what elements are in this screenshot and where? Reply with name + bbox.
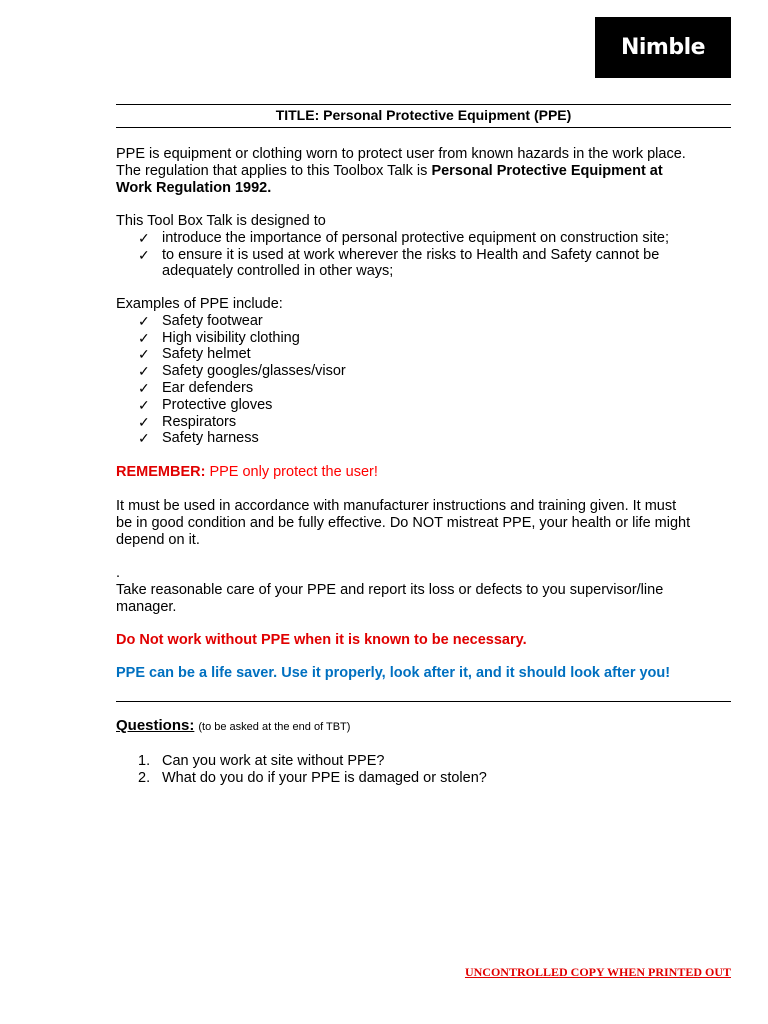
warning-text: Do Not work without PPE when it is known to be necessary. [116, 632, 527, 648]
checkmark-icon: ✓ [138, 413, 150, 430]
checkmark-icon: ✓ [138, 430, 150, 447]
title-top-rule [116, 104, 731, 105]
uncontrolled-copy-footer: UNCONTROLLED COPY WHEN PRINTED OUT [464, 965, 731, 979]
page-title: TITLE: Personal Protective Equipment (PPE) [275, 107, 572, 123]
questions-heading-line [116, 718, 731, 736]
checkmark-icon: ✓ [138, 363, 150, 380]
examples-section [116, 296, 731, 447]
stray-dot: . [116, 565, 121, 581]
examples-heading: Examples of PPE include: [116, 296, 283, 312]
checkmark-icon: ✓ [138, 246, 150, 263]
checkmark-icon: ✓ [138, 312, 150, 329]
logo-text: Nimble [620, 35, 706, 60]
list-item-text: Respirators [162, 413, 237, 430]
design-list [116, 230, 731, 280]
life-saver-text: PPE can be a life saver. Use it properly, look after it, and it should look after you! [116, 665, 671, 681]
questions-section [116, 718, 731, 736]
list-item-text: introduce the importance of personal protective equipment on construction site; [162, 229, 669, 246]
list-item [116, 414, 731, 431]
question-number: 1. [138, 753, 151, 769]
questions-list-block [116, 753, 731, 787]
intro-line-1: PPE is equipment or clothing worn to protect user from known hazards in the work place. [116, 146, 686, 162]
usage-line-3: depend on it. [116, 531, 200, 548]
list-item-text: Safety harness [162, 430, 259, 447]
examples-list [116, 313, 731, 447]
list-item-text: Ear defenders [162, 379, 254, 396]
title-bottom-rule [116, 127, 731, 128]
remember-text: PPE only protect the user! [205, 464, 378, 480]
intro-line-3 [116, 180, 731, 197]
list-item-text: Safety googles/glasses/visor [162, 363, 346, 380]
question-number: 2. [138, 769, 151, 786]
list-item-text: High visibility clothing [162, 329, 300, 346]
questions-heading: Questions: [116, 717, 195, 734]
list-item [116, 363, 731, 380]
list-item [116, 247, 731, 264]
question-text: Can you work at site without PPE? [162, 753, 385, 769]
section-divider [116, 701, 731, 702]
design-section [116, 213, 731, 280]
list-item [116, 346, 731, 363]
care-line-1: Take reasonable care of your PPE and report its loss or defects to you supervisor/line [116, 581, 664, 598]
list-item [116, 397, 731, 414]
regulation-name-part-2: Work Regulation 1992. [116, 179, 272, 196]
checkmark-icon: ✓ [138, 396, 150, 413]
usage-line-2: be in good condition and be fully effective. Do NOT mistreat PPE, your health or life might [116, 514, 691, 531]
list-item [116, 330, 731, 347]
list-item-continuation [116, 263, 731, 280]
questions-note: (to be asked at the end of TBT) [198, 721, 351, 733]
checkmark-icon: ✓ [138, 346, 150, 363]
list-item-text: to ensure it is used at work wherever the risks to Health and Safety cannot be [162, 246, 660, 263]
checkmark-icon: ✓ [138, 329, 150, 346]
design-heading: This Tool Box Talk is designed to [116, 213, 326, 229]
questions-list [116, 753, 731, 787]
intro-line-2 [116, 163, 731, 180]
question-item [116, 770, 731, 787]
question-text: What do you do if your PPE is damaged or stolen? [162, 769, 487, 786]
usage-line-1: It must be used in accordance with manufacturer instructions and training given. It must [116, 498, 677, 514]
list-item-text: Protective gloves [162, 396, 273, 413]
list-item [116, 430, 731, 447]
list-item-text: adequately controlled in other ways; [162, 263, 394, 280]
list-item-text: Safety helmet [162, 346, 251, 363]
list-item [116, 380, 731, 397]
list-item [116, 230, 731, 247]
intro-line-2-prefix: The regulation that applies to this Toolbox Talk is [116, 162, 432, 179]
remember-line [116, 464, 731, 481]
question-item [116, 753, 731, 770]
list-item [116, 313, 731, 330]
remember-label: REMEMBER: [116, 464, 206, 480]
intro-paragraph [116, 146, 731, 196]
checkmark-icon: ✓ [138, 379, 150, 396]
regulation-name-part-1: Personal Protective Equipment at [431, 162, 663, 179]
list-item-text: Safety footwear [162, 312, 263, 329]
company-logo [595, 17, 731, 78]
care-line-2: manager. [116, 598, 177, 615]
usage-paragraph [116, 498, 731, 548]
checkmark-icon: ✓ [138, 229, 150, 246]
care-paragraph [116, 565, 731, 615]
